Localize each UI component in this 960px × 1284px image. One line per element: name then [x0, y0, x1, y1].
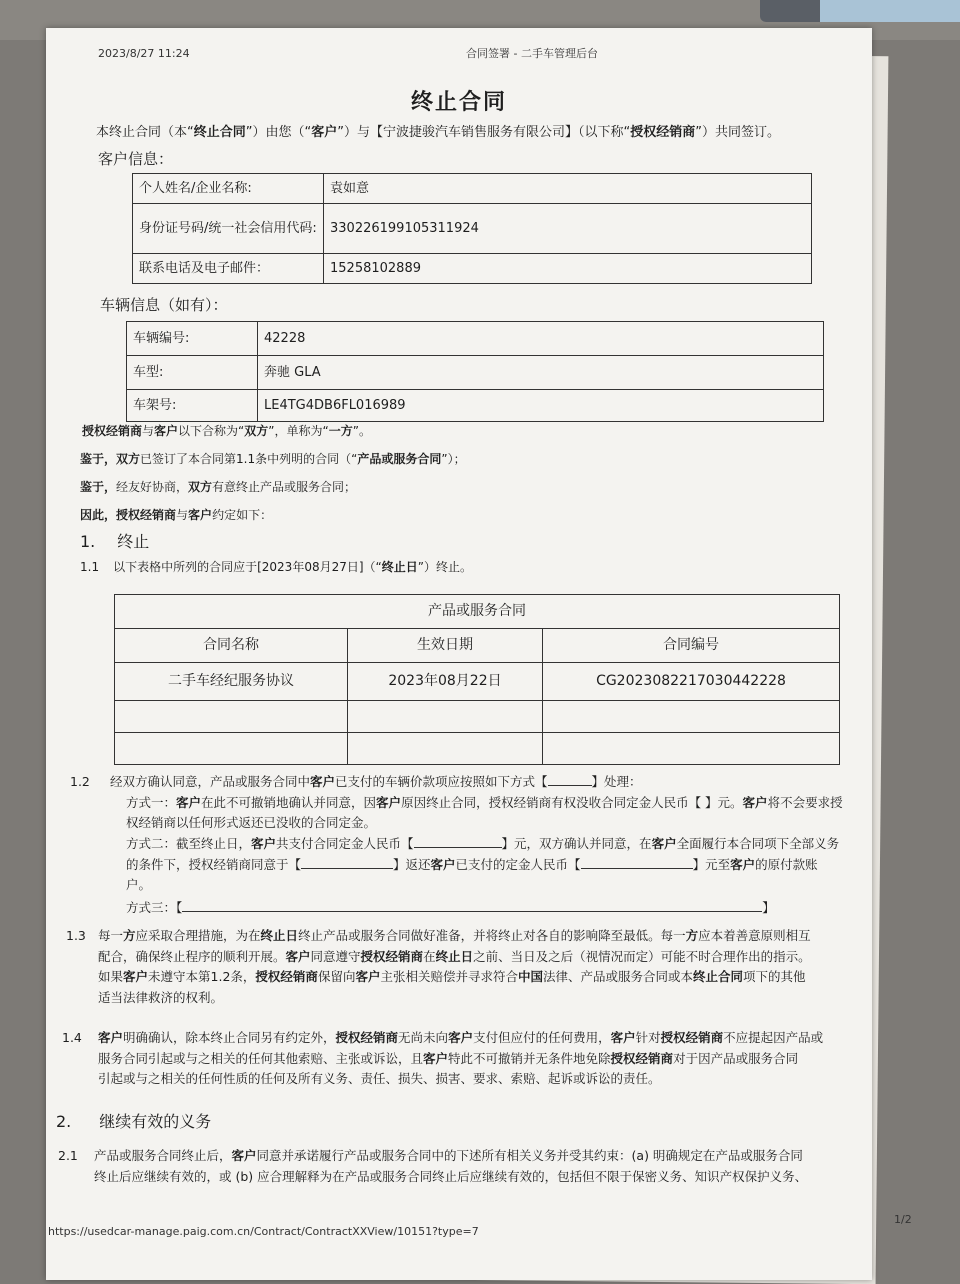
section-1-heading: 1. 终止 [80, 532, 150, 551]
recital-whereas-1: 鉴于，双方已签订了本合同第1.1条中列明的合同（“产品或服务合同”）； [80, 452, 466, 466]
clause-1-4: 1.4 客户明确确认，除本终止合同另有约定外，授权经销商无尚未向客户支付但应付的任何费用，客户针对授权经销商不应提起因产品或 服务合同引起或与之相关的任何其他索赔、主张或诉讼，且客户特此不可撤销并无条件地免除授权经销商对于因产品或服务合同 引起或与之相关的任何性质的任何及所有义务、责任、损失、损害、要求、索赔、起诉或诉讼的责任。 [62, 1030, 824, 1087]
clause-1-1: 1.1 以下表格中所列的合同应于[2023年08月27日]（“终止日”）终止。 [80, 560, 472, 574]
footer-url: https://usedcar-manage.paig.com.cn/Contract/ContractXXView/10151?type=7 [48, 1225, 479, 1238]
table-cell: 个人姓名/企业名称: [133, 174, 324, 204]
table-cell: 联系电话及电子邮件： [133, 254, 324, 284]
document-page [46, 28, 912, 1280]
table-row [115, 663, 840, 701]
table-cell: 身份证号码/统一社会信用代码: [133, 204, 324, 254]
service-contract-table [114, 594, 840, 765]
option-2-cont: 的条件下，授权经销商同意于【 】返还客户已支付的定金人民币【 】元至客户的原付款账 [126, 856, 818, 872]
table-row [115, 701, 840, 733]
table-cell: 15258102889 [324, 254, 812, 284]
table-cell: 2023年08月22日 [348, 663, 543, 701]
table-cell: 二手车经纪服务协议 [115, 663, 348, 701]
clause-1-2: 1.2 经双方确认同意，产品或服务合同中客户已支付的车辆价款项应按照如下方式【 】处理： 方式一：客户在此不可撤销地确认并同意，因客户原因终止合同，授权经销商有权没收合同定金人民币【 】元。客户将不会要求授 权经销商以任何形式返还已没收的合同定金。 方式二：截至终止日，客户共支付合同定金人民币【 】元，双方确认并同意，在客户全面履行本合同项下全部义务 的条件下，授权经销商同意于【 】返还客户已支付的定金人民币【 】元至客户的原付款账 户。 方式三：【 】 [70, 772, 870, 918]
table-row [115, 733, 840, 765]
column-header: 合同编号 [543, 629, 840, 663]
column-header: 合同名称 [115, 629, 348, 663]
pen-cap [820, 0, 960, 22]
doc-title: 终止合同 [410, 90, 507, 115]
recital-parties: 授权经销商与客户以下合称为“双方”，单称为“一方”。 [82, 424, 371, 438]
option-3: 方式三：【 】 [126, 899, 775, 915]
customer-info-table [132, 173, 812, 284]
vehicle-section-label: 车辆信息（如有）： [100, 296, 228, 314]
table-cell: LE4TG4DB6FL016989 [258, 390, 824, 422]
table-cell: 车型: [127, 356, 258, 390]
table-cell [348, 701, 543, 733]
table-row [127, 356, 824, 390]
intro-paragraph: 本终止合同（本“终止合同”）由您（“客户”）与【宁波捷骏汽车销售服务有限公司】（以下称“授权经销商”）共同签订。 [96, 125, 781, 140]
option-2-cont2: 户。 [126, 877, 152, 893]
table-cell: 车辆编号: [127, 322, 258, 356]
table-cell: 奔驰 GLA [258, 356, 824, 390]
option-1: 方式一：客户在此不可撤销地确认并同意，因客户原因终止合同，授权经销商有权没收合同定金人民币【 】元。客户将不会要求授 [126, 794, 843, 810]
table-header-row [115, 629, 840, 663]
table-row [133, 174, 812, 204]
recital-whereas-2: 鉴于，经友好协商，双方有意终止产品或服务合同； [80, 480, 357, 494]
section-2-heading: 2. 继续有效的义务 [56, 1112, 212, 1131]
table-cell: CG2023082217030442228 [543, 663, 840, 701]
table-row [133, 204, 812, 254]
option-1-cont: 权经销商以任何形式返还已没收的合同定金。 [126, 815, 377, 831]
column-header: 生效日期 [348, 629, 543, 663]
vehicle-info-table [126, 321, 824, 422]
table-cell: 330226199105311924 [324, 204, 812, 254]
table-caption: 产品或服务合同 [115, 595, 840, 629]
table-cell: 42228 [258, 322, 824, 356]
table-row [115, 595, 840, 629]
page-number: 1/2 [894, 1213, 912, 1226]
table-cell [543, 733, 840, 765]
customer-section-label: 客户信息： [98, 150, 174, 168]
table-row [133, 254, 812, 284]
print-timestamp: 2023/8/27 11:24 [98, 47, 190, 60]
recital-therefore: 因此，授权经销商与客户约定如下： [80, 508, 273, 522]
table-cell [348, 733, 543, 765]
table-cell [115, 733, 348, 765]
clause-1-3: 1.3 每一方应采取合理措施，为在终止日终止产品或服务合同做好准备，并将终止对各自的影响降至最低。每一方应本着善意原则相互 配合，确保终止程序的顺利开展。客户同意遵守授权经销商在终止日之前、当日及之后（视情况而定）可能不时合理作出的指示。 如果客户未遵守本第1.2条，授权经销商保留向客户主张相关赔偿并寻求符合中国法律、产品或服务合同或本终止合同项下的其他 适当法律救济的权利。 [66, 928, 811, 1005]
table-cell: 车架号: [127, 390, 258, 422]
table-cell: 袁如意 [324, 174, 812, 204]
table-cell [115, 701, 348, 733]
table-cell [543, 701, 840, 733]
print-app-title: 合同签署 - 二手车管理后台 [466, 47, 598, 60]
table-row [127, 322, 824, 356]
clause-1-2-line: 经双方确认同意，产品或服务合同中客户已支付的车辆价款项应按照如下方式【 】处理： [110, 774, 642, 789]
clause-2-1: 2.1 产品或服务合同终止后，客户同意并承诺履行产品或服务合同中的下述所有相关义务并受其约束：(a) 明确规定在产品或服务合同 终止后应继续有效的，或 (b) 应合理解释为在产品或服务合同终止后应继续有效的，包括但不限于保密义务、知识产权保护义务、 [58, 1148, 808, 1184]
option-2: 方式二：截至终止日，客户共支付合同定金人民币【 】元，双方确认并同意，在客户全面履行本合同项下全部义务 [126, 835, 840, 851]
table-row [127, 390, 824, 422]
